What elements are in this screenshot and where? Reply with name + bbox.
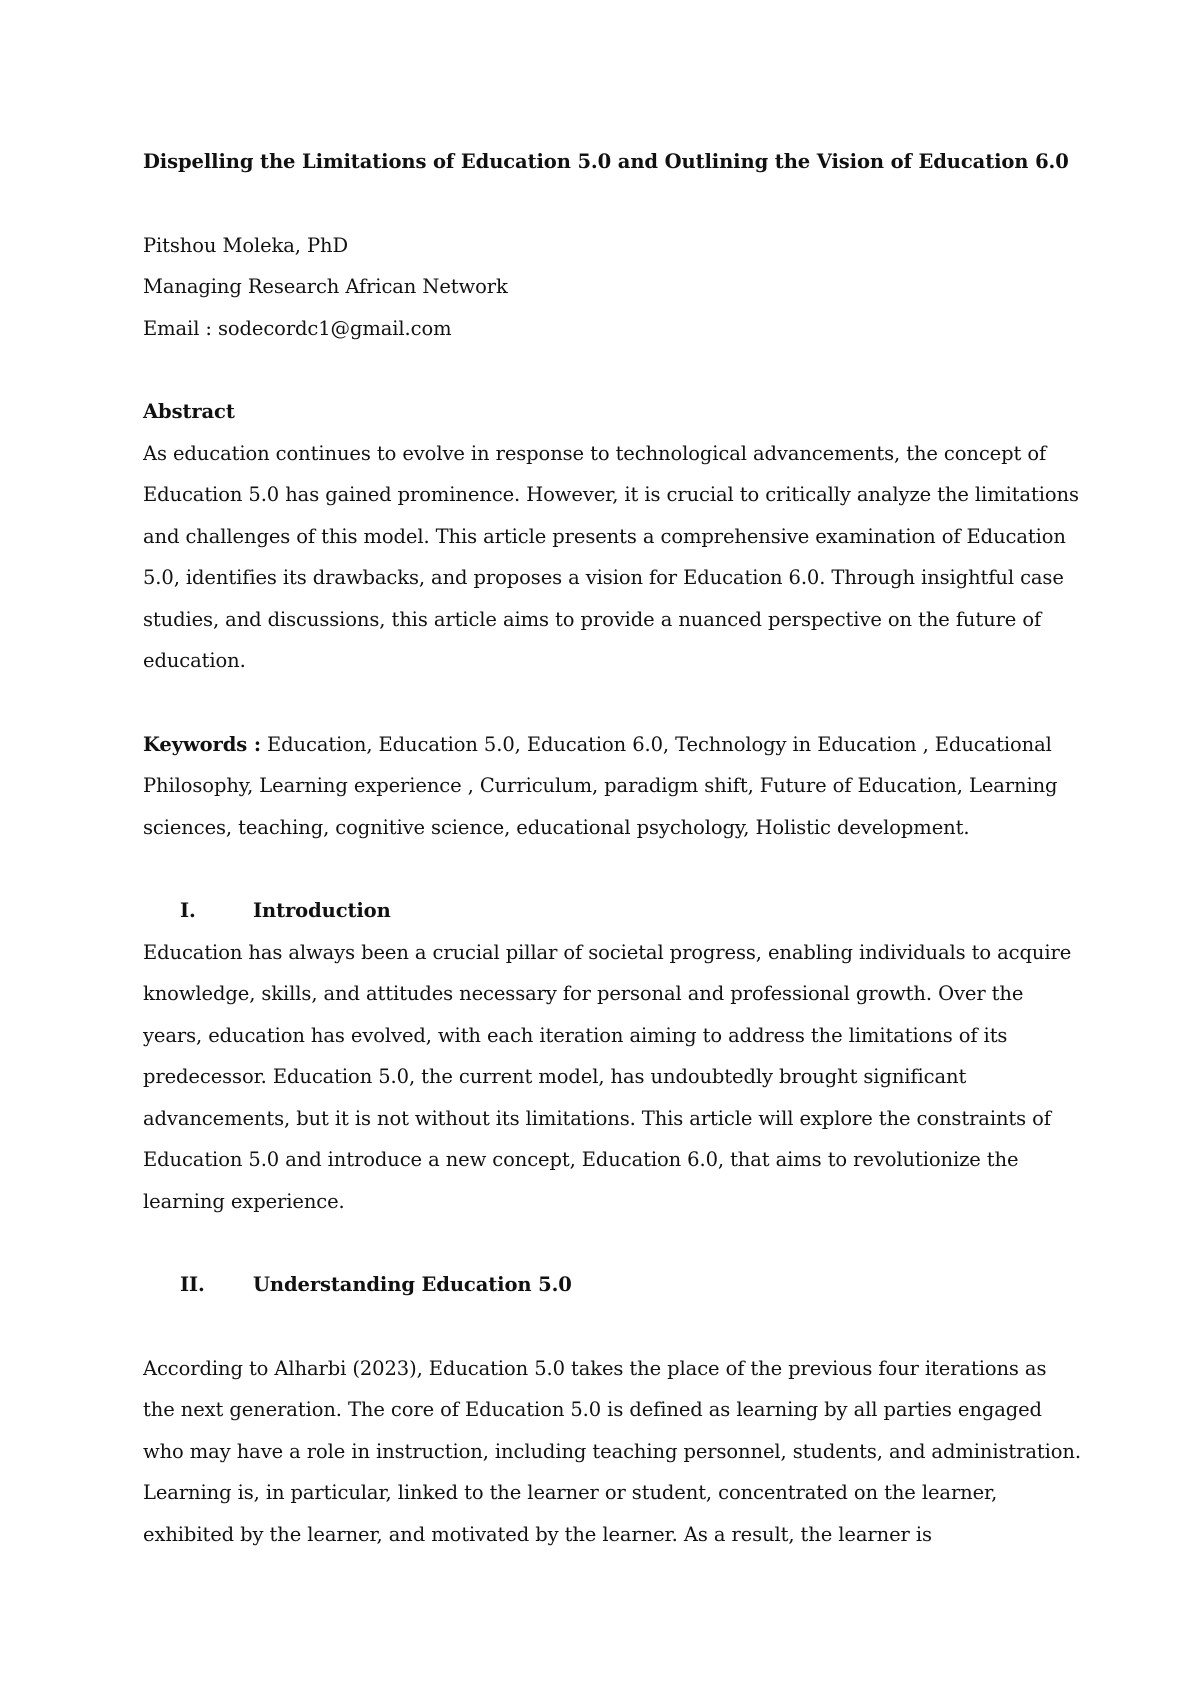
- paper-body: [143, 141, 1083, 1555]
- abstract-heading: Abstract: [143, 400, 235, 423]
- section-title: Understanding Education 5.0: [253, 1273, 572, 1296]
- abstract-section: [143, 391, 1083, 682]
- section-heading-understanding: [143, 1264, 1083, 1306]
- section-heading-introduction: [143, 890, 1083, 932]
- section-number: II.: [180, 1273, 205, 1296]
- author-affiliation: Managing Research African Network: [143, 275, 508, 298]
- section-text-introduction: Education has always been a crucial pillar of societal progress, enabling individuals to acquire knowledge, skills, and attitudes necessary for personal and professional growth. Over the years, education has evolved, with each iteration aiming to address the limitations of its predecessor. Education 5.0, the current model, has undoubtedly brought significant advancements, but it is not without its limitations. This article will explore the constraints of Education 5.0 and introduce a new concept, Education 6.0, that aims to revolutionize the learning experience.: [143, 940, 1072, 1213]
- section-text-understanding: According to Alharbi (2023), Education 5.0 takes the place of the previous four iterations as the next generation. The core of Education 5.0 is defined as learning by all parties engaged who may have a role in instruction, including teaching personnel, students, and administration. Learning is, in particular, linked to the learner or student, concentrated on the learner, exhibited by the learner, and motivated by the learner. As a result, the learner is: [143, 1356, 1081, 1546]
- keywords-paragraph: [143, 724, 1083, 849]
- author-name: Pitshou Moleka, PhD: [143, 233, 348, 257]
- author-email: Email : sodecordc1@gmail.com: [143, 316, 452, 340]
- paper-title: Dispelling the Limitations of Education 5.0 and Outlining the Vision of Education 6.0: [143, 150, 1069, 173]
- section-number: I.: [180, 899, 196, 922]
- author-block: [143, 225, 1083, 350]
- section-title: Introduction: [253, 899, 391, 922]
- keywords-label: Keywords :: [143, 732, 261, 756]
- abstract-text: As education continues to evolve in response to technological advancements, the concept of Education 5.0 has gained prominence. However, it is crucial to critically analyze the limitations and challenges of this model. This article presents a comprehensive examination of Education 5.0, identifies its drawbacks, and proposes a vision for Education 6.0. Through insightful case studies, and discussions, this article aims to provide a nuanced perspective on the future of education.: [143, 441, 1079, 672]
- keywords-text: Education, Education 5.0, Education 6.0, Technology in Education , Educational Philosophy, Learning experience , Curriculum, paradigm shift, Future of Education, Learning sciences, teaching, cognitive science, educational psychology, Holistic development.: [143, 732, 1058, 839]
